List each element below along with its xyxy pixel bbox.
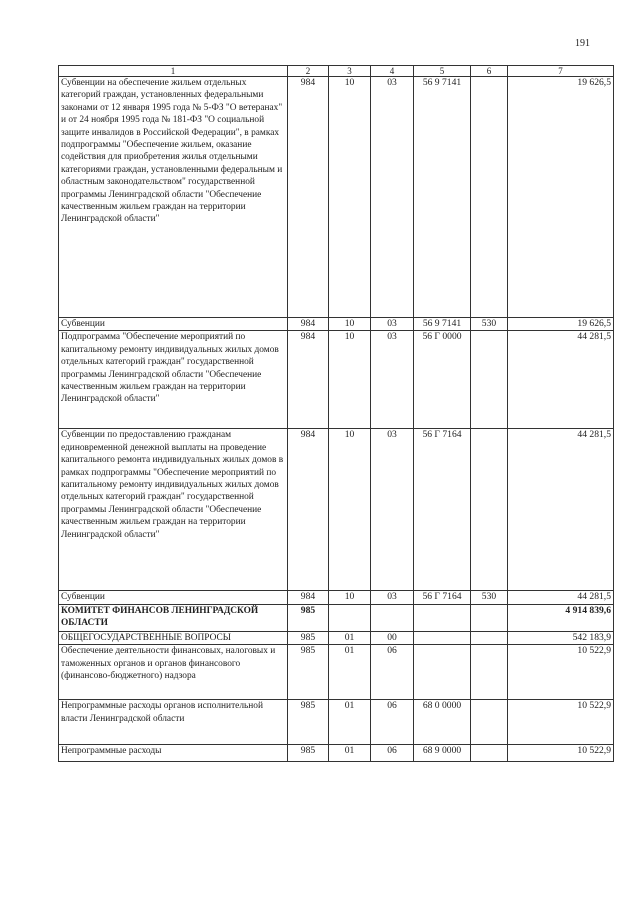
- table-row: [59, 591, 614, 604]
- row-subsection: 03: [371, 77, 414, 318]
- column-header: 5: [414, 66, 471, 77]
- row-grbs: 985: [288, 745, 329, 762]
- table-row: [59, 429, 614, 591]
- row-grbs: 984: [288, 77, 329, 318]
- table-header-row: [59, 66, 614, 77]
- row-subsection: 06: [371, 645, 414, 700]
- column-header: 3: [329, 66, 371, 77]
- row-amount: 10 522,9: [508, 700, 614, 745]
- row-name: Субвенции: [59, 591, 288, 604]
- row-grbs: 985: [288, 631, 329, 644]
- row-grbs: 984: [288, 591, 329, 604]
- row-target-code: [414, 604, 471, 631]
- row-expense-type: [471, 745, 508, 762]
- row-amount: 4 914 839,6: [508, 604, 614, 631]
- row-section: 10: [329, 77, 371, 318]
- row-target-code: 56 9 7141: [414, 318, 471, 331]
- row-amount: 44 281,5: [508, 331, 614, 429]
- row-subsection: 03: [371, 331, 414, 429]
- row-subsection: 06: [371, 700, 414, 745]
- row-expense-type: [471, 429, 508, 591]
- column-header: 4: [371, 66, 414, 77]
- row-name: Непрограммные расходы органов исполнительной власти Ленинградской области: [59, 700, 288, 745]
- row-expense-type: 530: [471, 318, 508, 331]
- row-target-code: 56 9 7141: [414, 77, 471, 318]
- row-target-code: [414, 631, 471, 644]
- row-subsection: [371, 604, 414, 631]
- row-subsection: 03: [371, 429, 414, 591]
- table-row: [59, 700, 614, 745]
- row-section: 01: [329, 700, 371, 745]
- row-section: 10: [329, 318, 371, 331]
- row-expense-type: [471, 77, 508, 318]
- row-name: Субвенции по предоставлению гражданам единовременной денежной выплаты на проведение капитального ремонта индивидуальных жилых домов в рамках подпрограммы "Обеспечение мероприятий по капитальному ремонту индивидуальных жилых домов отдельных категорий граждан" государственной программы Ленинградской области "Обеспечение качественным жильем граждан на территории Ленинградской области": [59, 429, 288, 591]
- row-subsection: 03: [371, 318, 414, 331]
- row-subsection: 06: [371, 745, 414, 762]
- row-amount: 44 281,5: [508, 591, 614, 604]
- row-expense-type: [471, 645, 508, 700]
- table-row: [59, 645, 614, 700]
- table-row: [59, 331, 614, 429]
- row-name: КОМИТЕТ ФИНАНСОВ ЛЕНИНГРАДСКОЙ ОБЛАСТИ: [59, 604, 288, 631]
- row-expense-type: [471, 331, 508, 429]
- row-amount: 10 522,9: [508, 745, 614, 762]
- row-name: Непрограммные расходы: [59, 745, 288, 762]
- row-expense-type: [471, 700, 508, 745]
- column-header: 6: [471, 66, 508, 77]
- row-section: 10: [329, 591, 371, 604]
- row-expense-type: [471, 631, 508, 644]
- row-amount: 44 281,5: [508, 429, 614, 591]
- row-name: Подпрограмма "Обеспечение мероприятий по капитальному ремонту индивидуальных жилых домов отдельных категорий граждан" государственной программы Ленинградской области "Обеспечение качественным жильем граждан на территории Ленинградской области": [59, 331, 288, 429]
- row-grbs: 985: [288, 700, 329, 745]
- row-amount: 19 626,5: [508, 318, 614, 331]
- row-name: Субвенции на обеспечение жильем отдельных категорий граждан, установленных федеральными законами от 12 января 1995 года № 5-ФЗ "О ветеранах" и от 24 ноября 1995 года № 181-ФЗ "О социальной защите инвалидов в Российской Федерации", в рамках подпрограммы "Обеспечение жильем, оказание содействия для приобретения жилья отдельными категориями граждан, установленными федеральным и областным законодательством" государственной программы Ленинградской области "Обеспечение качественным жильем граждан на территории Ленинградской области": [59, 77, 288, 318]
- row-grbs: 985: [288, 645, 329, 700]
- row-section: 10: [329, 429, 371, 591]
- row-name: ОБЩЕГОСУДАРСТВЕННЫЕ ВОПРОСЫ: [59, 631, 288, 644]
- row-name: Обеспечение деятельности финансовых, налоговых и таможенных органов и органов финансового (финансово-бюджетного) надзора: [59, 645, 288, 700]
- row-expense-type: 530: [471, 591, 508, 604]
- row-section: 01: [329, 631, 371, 644]
- column-header: 1: [59, 66, 288, 77]
- row-amount: 10 522,9: [508, 645, 614, 700]
- row-subsection: 03: [371, 591, 414, 604]
- row-section: 10: [329, 331, 371, 429]
- row-target-code: 68 9 0000: [414, 745, 471, 762]
- table-row: [59, 77, 614, 318]
- row-grbs: 984: [288, 429, 329, 591]
- budget-table: [58, 65, 614, 762]
- row-grbs: 984: [288, 331, 329, 429]
- row-amount: 19 626,5: [508, 77, 614, 318]
- table-row: [59, 745, 614, 762]
- row-grbs: 984: [288, 318, 329, 331]
- row-target-code: 68 0 0000: [414, 700, 471, 745]
- row-target-code: 56 Г 7164: [414, 429, 471, 591]
- row-section: [329, 604, 371, 631]
- table-row: [59, 631, 614, 644]
- column-header: 2: [288, 66, 329, 77]
- row-grbs: 985: [288, 604, 329, 631]
- page-number: 191: [575, 38, 590, 49]
- row-section: 01: [329, 645, 371, 700]
- column-header: 7: [508, 66, 614, 77]
- row-name: Субвенции: [59, 318, 288, 331]
- row-target-code: 56 Г 0000: [414, 331, 471, 429]
- row-target-code: [414, 645, 471, 700]
- row-target-code: 56 Г 7164: [414, 591, 471, 604]
- row-amount: 542 183,9: [508, 631, 614, 644]
- table-row: [59, 604, 614, 631]
- row-subsection: 00: [371, 631, 414, 644]
- row-section: 01: [329, 745, 371, 762]
- row-expense-type: [471, 604, 508, 631]
- table-row: [59, 318, 614, 331]
